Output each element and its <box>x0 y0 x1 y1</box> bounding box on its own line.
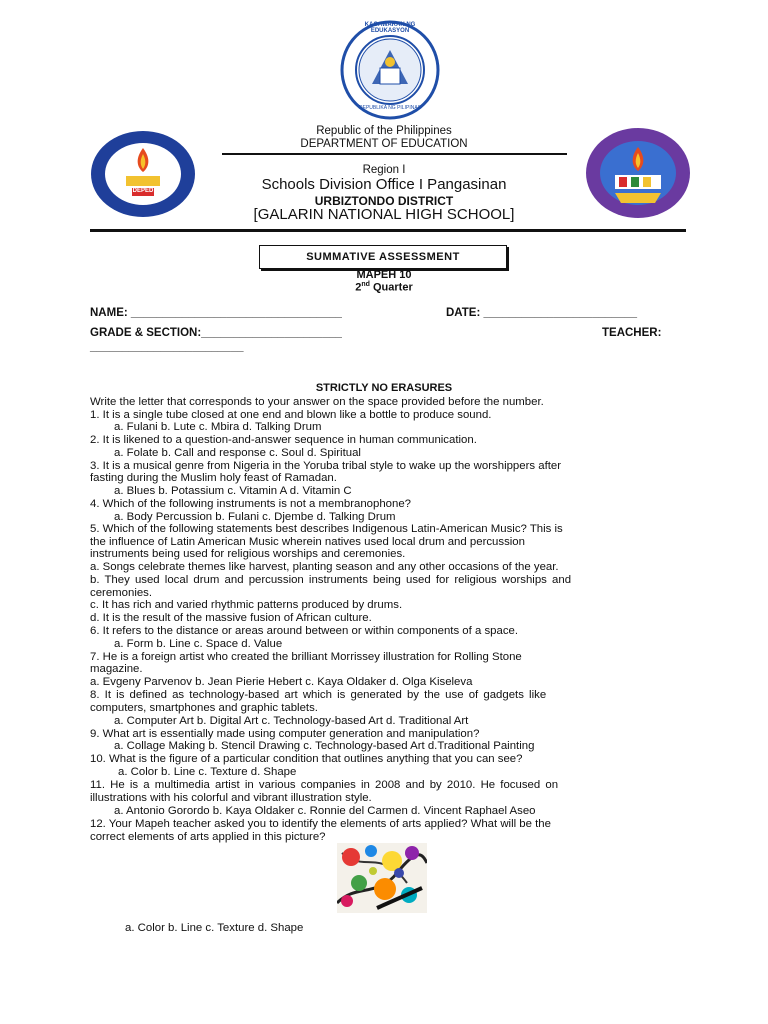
assessment-title-box <box>259 245 507 269</box>
sdo-inner-text: DEPED <box>132 188 154 194</box>
q6-options: a. Form b. Line c. Space d. Value <box>114 638 283 650</box>
q11-options: a. Antonio Gorordo b. Kaya Oldaker c. Ronnie del Carmen d. Vincent Raphael Aseo <box>114 805 536 817</box>
q8-stem-1: 8. It is defined as technology-based art which is generated by the use of gadgets like <box>90 689 547 701</box>
q5-stem-3: instruments being used for religious worships and ceremonies. <box>90 548 406 560</box>
q10-options: a. Color b. Line c. Texture d. Shape <box>118 766 297 778</box>
name-field[interactable]: NAME: _________________________________ <box>90 307 342 319</box>
q11-stem-2: illustrations with his colorful and vibrant illustration style. <box>90 792 372 804</box>
subject-text: MAPEH 10 <box>356 269 412 281</box>
q12-stem-2: correct elements of arts applied in this picture? <box>90 831 326 843</box>
instructions-text: Write the letter that corresponds to your answer on the space provided before the number. <box>90 396 544 408</box>
q2-options: a. Folate b. Call and response c. Soul d. Spiritual <box>114 447 361 459</box>
department-text: DEPARTMENT OF EDUCATION <box>300 138 468 150</box>
instructions-heading: STRICTLY NO ERASURES <box>315 382 453 394</box>
q2-stem: 2. It is likened to a question-and-answer sequence in human communication. <box>90 434 477 446</box>
header-top-rule <box>222 153 567 155</box>
q7-stem-1: 7. He is a foreign artist who created the brilliant Morrissey illustration for Rolling Stone <box>90 651 522 663</box>
teacher-label: TEACHER: <box>602 327 662 339</box>
quarter-number: 2 <box>355 281 362 294</box>
q10-stem: 10. What is the figure of a particular condition that outlines anything that you can see? <box>90 753 523 765</box>
school-name: [GALARIN NATIONAL HIGH SCHOOL] <box>253 206 515 223</box>
district-text: URBIZTONDO DISTRICT <box>314 194 454 208</box>
republic-text: Republic of the Philippines <box>316 125 452 137</box>
q6-stem: 6. It refers to the distance or areas around between or within components of a space. <box>90 625 519 637</box>
grade-section-field[interactable]: GRADE & SECTION:______________________ <box>90 327 342 339</box>
region-text: Region I <box>362 164 406 176</box>
q9-options: a. Collage Making b. Stencil Drawing c. Technology-based Art d.Traditional Painting <box>114 740 535 752</box>
assessment-title: SUMMATIVE ASSESSMENT <box>306 251 460 263</box>
q5-stem-2: the influence of Latin American Music wherein natives used local drum and percussion <box>90 536 525 548</box>
quarter-text <box>0 281 768 294</box>
quarter-suffix: nd <box>361 281 370 288</box>
deped-ring-text: KAGAWARAN NG EDUKASYON <box>364 22 416 34</box>
q3-options: a. Blues b. Potassium c. Vitamin A d. Vitamin C <box>114 485 352 497</box>
teacher-field[interactable]: ________________________ <box>90 341 244 353</box>
date-field[interactable]: DATE: ________________________ <box>446 307 637 319</box>
q5-option-d: d. It is the result of the massive fusion of African culture. <box>90 612 372 624</box>
q1-options: a. Fulani b. Lute c. Mbira d. Talking Drum <box>114 421 322 433</box>
q3-stem-1: 3. It is a musical genre from Nigeria in the Yoruba tribal style to wake up the worshippers after <box>90 460 562 472</box>
q7-stem-2: magazine. <box>90 663 143 675</box>
q5-option-b-1: b. They used local drum and percussion instruments being used for religious worships and <box>90 574 572 586</box>
q1-stem: 1. It is a single tube closed at one end and blown like a bottle to produce sound. <box>90 409 492 421</box>
quarter-word: Quarter <box>373 281 413 294</box>
q12-options: a. Color b. Line c. Texture d. Shape <box>125 922 304 934</box>
q12-stem-1: 12. Your Mapeh teacher asked you to identify the elements of arts applied? What will be the <box>90 818 551 830</box>
q8-stem-2: computers, smartphones and graphic tablets. <box>90 702 318 714</box>
q5-stem-1: 5. Which of the following statements best describes Indigenous Latin-American Music? This is <box>90 523 563 535</box>
q5-option-a: a. Songs celebrate themes like harvest, planting season and any other occasions of the year. <box>90 561 559 573</box>
q5-option-c: c. It has rich and varied rhythmic patterns produced by drums. <box>90 599 403 611</box>
q11-stem-1: 11. He is a multimedia artist in various companies in 2008 and by 2010. He focused on <box>90 779 559 791</box>
deped-seal-logo <box>340 20 440 120</box>
q8-options: a. Computer Art b. Digital Art c. Technology-based Art d. Traditional Art <box>114 715 469 727</box>
q9-stem: 9. What art is essentially made using computer generation and manipulation? <box>90 728 480 740</box>
header-bottom-rule <box>90 229 686 232</box>
q12-artwork-image <box>337 843 427 913</box>
division-text: Schools Division Office I Pangasinan <box>261 176 507 193</box>
q7-options: a. Evgeny Parvenov b. Jean Pierie Hebert c. Kaya Oldaker d. Olga Kiseleva <box>90 676 473 688</box>
deped-bottom-text: REPUBLIKA NG PILIPINAS <box>359 105 421 111</box>
q3-stem-2: fasting during the Muslim holy feast of Ramadan. <box>90 472 337 484</box>
q4-stem: 4. Which of the following instruments is not a membranophone? <box>90 498 412 510</box>
q5-option-b-2: ceremonies. <box>90 587 153 599</box>
q4-options: a. Body Percussion b. Fulani c. Djembe d. Talking Drum <box>114 511 396 523</box>
